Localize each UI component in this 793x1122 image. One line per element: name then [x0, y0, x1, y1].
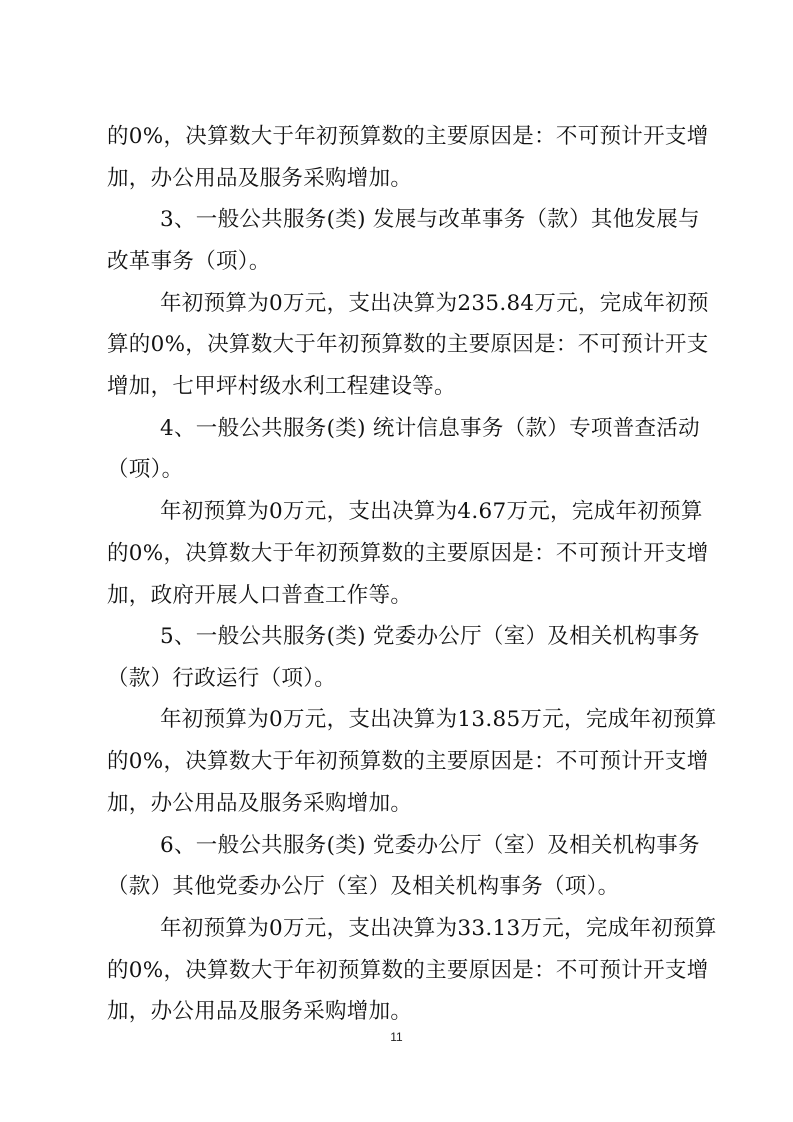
- text-line: 的0%，决算数大于年初预算数的主要原因是：不可预计开支增: [107, 541, 709, 566]
- text-line: 增加，七甲坪村级水利工程建设等。: [107, 374, 456, 399]
- section-heading: 3、一般公共服务(类) 发展与改革事务（款）其他发展与: [160, 207, 700, 232]
- text-line: 加，政府开展人口普查工作等。: [107, 583, 413, 608]
- text-line: （款）其他党委办公厅（室）及相关机构事务（项）。: [107, 874, 620, 899]
- paragraph-first-line: 年初预算为0万元，支出决算为13.85万元，完成年初预算: [160, 707, 717, 732]
- text-line: （款）行政运行（项）。: [107, 666, 337, 691]
- page-number: 11: [390, 1030, 403, 1044]
- section-heading: 6、一般公共服务(类) 党委办公厅（室）及相关机构事务: [160, 833, 700, 858]
- text-line: 加，办公用品及服务采购增加。: [107, 791, 413, 816]
- paragraph-first-line: 年初预算为0万元，支出决算为4.67万元，完成年初预算: [160, 499, 703, 524]
- text-line: 改革事务（项）。: [107, 249, 271, 274]
- section-heading: 5、一般公共服务(类) 党委办公厅（室）及相关机构事务: [160, 624, 700, 649]
- section-heading: 4、一般公共服务(类) 统计信息事务（款）专项普查活动: [160, 416, 700, 441]
- text-line: 算的0%，决算数大于年初预算数的主要原因是：不可预计开支: [107, 332, 709, 357]
- text-line: 加，办公用品及服务采购增加。: [107, 166, 413, 191]
- text-line: （项）。: [107, 457, 184, 482]
- text-line: 的0%，决算数大于年初预算数的主要原因是：不可预计开支增: [107, 749, 709, 774]
- text-line: 的0%，决算数大于年初预算数的主要原因是：不可预计开支增: [107, 958, 709, 983]
- text-line: 的0%，决算数大于年初预算数的主要原因是：不可预计开支增: [107, 124, 709, 149]
- text-line: 加，办公用品及服务采购增加。: [107, 999, 413, 1024]
- paragraph-first-line: 年初预算为0万元，支出决算为235.84万元，完成年初预: [160, 291, 709, 316]
- paragraph-first-line: 年初预算为0万元，支出决算为33.13万元，完成年初预算: [160, 916, 717, 941]
